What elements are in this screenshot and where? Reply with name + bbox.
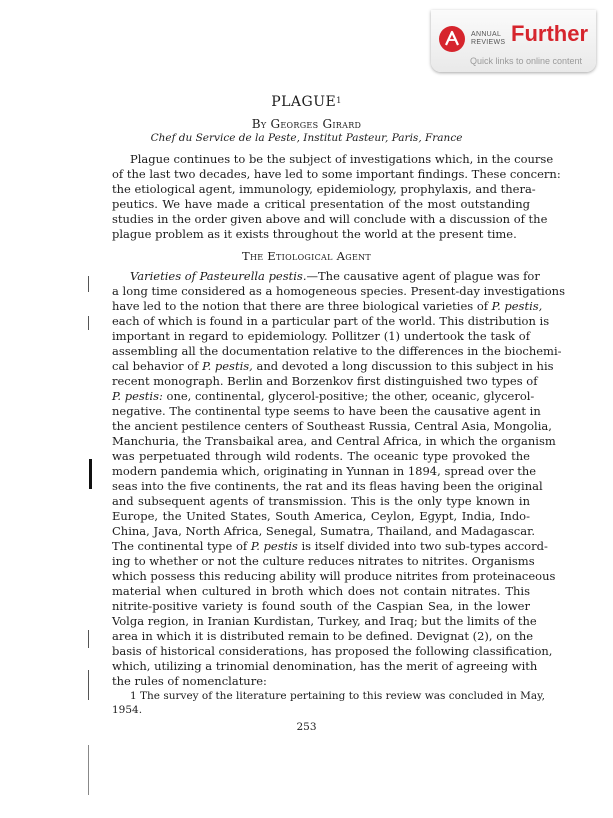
article-title: PLAGUE$^1$ <box>271 94 342 110</box>
footnote-line: 1 The survey of the literature pertaining to this review was concluded in May, <box>130 690 546 702</box>
margin-mark <box>88 670 89 700</box>
margin-mark <box>88 630 89 648</box>
text-line: plague problem as it exists throughout the world at the present time. <box>112 227 517 241</box>
author-affiliation: Chef du Service de la Peste, Institut Pasteur, Paris, France <box>150 132 463 144</box>
page-number: 253 <box>296 721 317 733</box>
text-line: important in regard to epidemiology. Pollitzer (1) undertook the task of <box>112 329 530 343</box>
text-line: assembling all the documentation relative to the differences in the biochemi- <box>112 344 562 358</box>
text-line: material when cultured in broth which does not contain nitrates. This <box>112 584 530 598</box>
text-line: negative. The continental type seems to have been the causative agent in <box>112 404 541 418</box>
text-line: China, Java, North Africa, Senegal, Sumatra, Thailand, and Madagascar. <box>112 524 535 538</box>
text-line: the etiological agent, immunology, epidemiology, prophylaxis, and thera- <box>112 182 536 196</box>
margin-mark <box>88 745 89 795</box>
text-line: cal behavior of P. pestis, and devoted a long discussion to this subject in his <box>112 359 554 373</box>
text-line: Volga region, in Iranian Kurdistan, Turkey, and Iraq; but the limits of the <box>112 614 537 628</box>
text-line: peutics. We have made a critical presentation of the most outstanding <box>112 197 530 211</box>
section-heading: The Etiological Agent <box>241 249 372 263</box>
text-line: a long time considered as a homogeneous species. Present-day investigations <box>112 284 565 298</box>
margin-mark <box>88 316 89 330</box>
text-line: which possess this reducing ability will produce nitrites from proteinaceous <box>112 569 556 583</box>
text-line: each of which is found in a particular part of the world. This distribution is <box>112 314 550 328</box>
text-line: have led to the notion that there are three biological varieties of P. pestis, <box>112 299 543 313</box>
text-line: and subsequent agents of transmission. This is the only type known in <box>112 494 530 508</box>
further-links-badge[interactable] <box>431 10 596 72</box>
text-line: Manchuria, the Transbaikal area, and Central Africa, in which the organism <box>112 434 556 448</box>
annual-reviews-logo-icon <box>439 26 465 52</box>
text-line: ing to whether or not the culture reduces nitrates to nitrites. Organisms <box>112 554 535 568</box>
article-author: By Georges Girard <box>251 117 362 131</box>
text-line: the rules of nomenclature: <box>112 674 267 688</box>
text-line: The continental type of P. pestis is itself divided into two sub-types accord- <box>112 539 548 553</box>
text-line: recent monograph. Berlin and Borzenkov first distinguished two types of <box>112 374 538 388</box>
subsection-run-in-heading: Varieties of Pasteurella pestis. <box>130 269 307 283</box>
badge-subtitle: Quick links to online content <box>470 56 583 66</box>
text-line: studies in the order given above and will conclude with a discussion of the <box>112 212 548 226</box>
text-line: Europe, the United States, South America, Ceylon, Egypt, India, Indo- <box>112 509 530 523</box>
text-line: nitrite-positive variety is found south of the Caspian Sea, in the lower <box>112 599 530 613</box>
badge-further-word: Further <box>511 21 588 46</box>
text-line: of the last two decades, have led to some important findings. These concern: <box>112 167 561 181</box>
footnote-line: 1954. <box>112 704 143 716</box>
text-line: area in which it is distributed remain to be defined. Devignat (2), on the <box>112 629 534 643</box>
badge-publisher-line2: REVIEWS <box>471 39 506 46</box>
text-line: seas into the five continents, the rat and its fleas having been the original <box>112 479 543 493</box>
text-line: was perpetuated through wild rodents. The oceanic type provoked the <box>112 449 530 463</box>
text-line: Varieties of Pasteurella pestis.—The causative agent of plague was for <box>130 269 540 283</box>
title-footnote-mark: 1 <box>336 96 342 105</box>
text-line: Plague continues to be the subject of investigations which, in the course <box>130 152 554 166</box>
text-line: P. pestis: one, continental, glycerol-positive; the other, oceanic, glycerol- <box>112 389 535 403</box>
margin-mark <box>89 459 92 489</box>
badge-publisher-line1: ANNUAL <box>471 31 502 38</box>
margin-mark <box>88 276 89 292</box>
text-line: basis of historical considerations, has proposed the following classification, <box>112 644 553 658</box>
text-line: modern pandemia which, originating in Yunnan in 1894, spread over the <box>112 464 537 478</box>
text-line: which, utilizing a trinomial denomination, has the merit of agreeing with <box>112 659 538 673</box>
text-line: the ancient pestilence centers of Southeast Russia, Central Asia, Mongolia, <box>112 419 552 433</box>
